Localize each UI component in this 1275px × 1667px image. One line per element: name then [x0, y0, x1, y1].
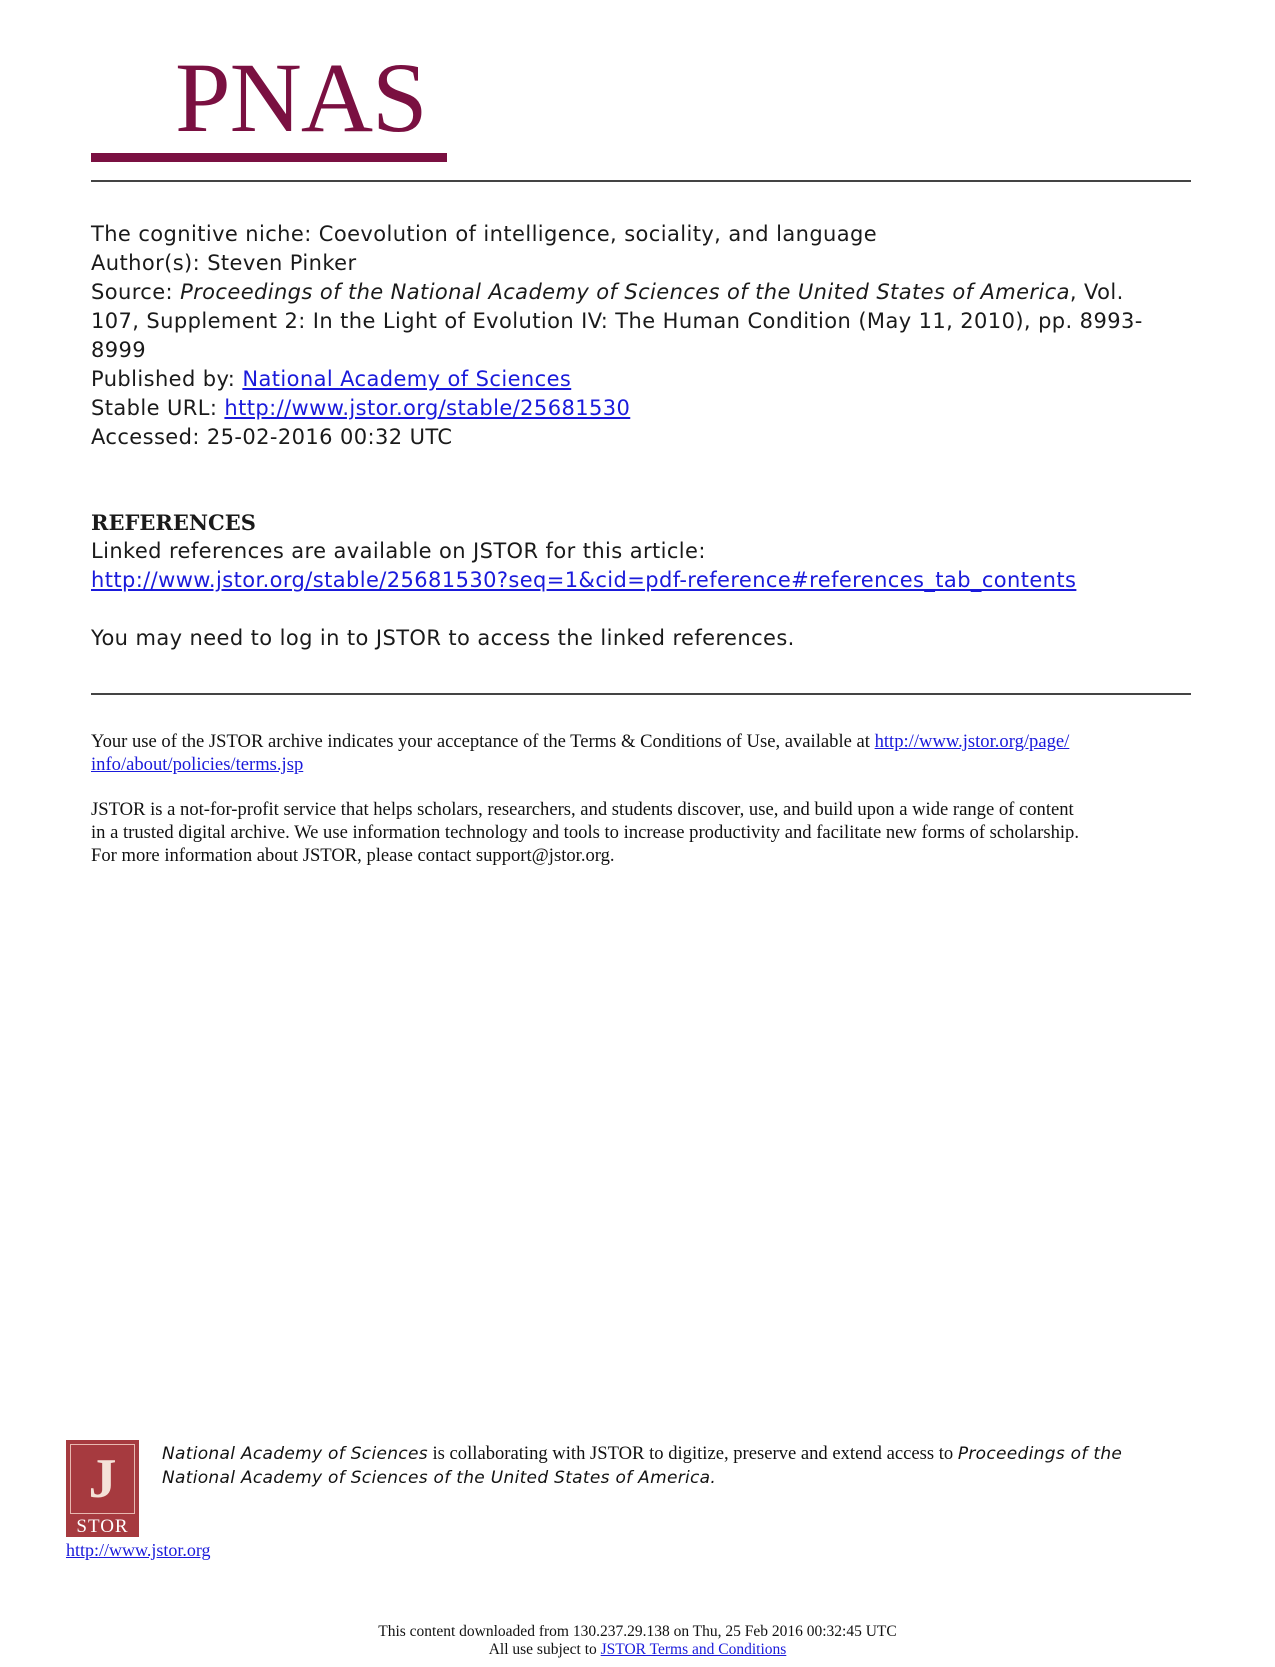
author-line — [91, 249, 1201, 278]
terms-link-part1[interactable]: http://www.jstor.org/page/ — [874, 731, 1070, 752]
download-footer — [0, 1623, 1275, 1659]
references-heading: REFERENCES — [91, 510, 256, 535]
source-line — [91, 278, 1201, 307]
jstor-logo-letter: J — [88, 1448, 117, 1510]
stable-url-line — [91, 394, 1201, 423]
collab-org: National Academy of Sciences — [162, 1444, 428, 1464]
jstor-info-line1: JSTOR is a not-for-profit service that helps scholars, researchers, and students discover, use, and build upon a wide range of content — [91, 799, 1074, 820]
terms-section — [91, 730, 1201, 889]
author-name: Steven Pinker — [207, 251, 357, 275]
publisher-label: Published by: — [91, 367, 243, 391]
jstor-home-link[interactable]: http://www.jstor.org — [66, 1540, 211, 1560]
citation-block — [91, 220, 1201, 452]
collab-journal-b: National Academy of Sciences of the United States of America — [162, 1468, 711, 1488]
collab-mid-text: is collaborating with JSTOR to digitize, preserve and extend access to — [427, 1443, 958, 1464]
references-link[interactable]: http://www.jstor.org/stable/25681530?seq=1&cid=pdf-reference#references_tab_contents — [91, 568, 1077, 592]
jstor-logo-word: STOR — [76, 1516, 129, 1537]
author-label: Author(s): — [91, 251, 208, 275]
login-note: You may need to log in to JSTOR to access the linked references. — [91, 626, 795, 650]
terms-text: Your use of the JSTOR archive indicates your acceptance of the Terms & Conditions of Use, available at — [91, 731, 875, 752]
collab-period: . — [710, 1468, 717, 1488]
stable-url-label: Stable URL: — [91, 396, 225, 420]
footer-terms-line — [0, 1641, 1275, 1659]
footer-terms-text: All use subject to — [488, 1641, 601, 1658]
journal-name: Proceedings of the National Academy of Sciences of the United States of America — [180, 280, 1070, 304]
accessed-line: Accessed: 25-02-2016 00:32 UTC — [91, 425, 453, 449]
source-label: Source: — [91, 280, 181, 304]
article-title: The cognitive niche: Coevolution of intelligence, sociality, and language — [91, 222, 878, 246]
jstor-info-line3: For more information about JSTOR, please contact support@jstor.org. — [91, 845, 615, 866]
source-pages: 8999 — [91, 338, 147, 362]
source-volume: , Vol. — [1069, 280, 1124, 304]
source-details: 107, Supplement 2: In the Light of Evolution IV: The Human Condition (May 11, 2010), pp. 8993- — [91, 309, 1143, 333]
footer-terms-link[interactable]: JSTOR Terms and Conditions — [600, 1641, 787, 1658]
publisher-line — [91, 365, 1201, 394]
publisher-link[interactable]: National Academy of Sciences — [242, 367, 572, 391]
references-intro: Linked references are available on JSTOR for this article: — [91, 539, 706, 563]
stable-url-link[interactable]: http://www.jstor.org/stable/25681530 — [224, 396, 631, 420]
collaboration-text — [162, 1442, 1202, 1490]
jstor-logo-emblem — [70, 1444, 135, 1514]
pnas-logo — [91, 42, 447, 162]
pnas-logo-text: PNAS — [175, 42, 427, 153]
jstor-info-line2: in a trusted digital archive. We use information technology and tools to increase productivity and facilitate new forms of scholarship. — [91, 822, 1080, 843]
terms-link-part2[interactable]: info/about/policies/terms.jsp — [91, 754, 304, 775]
middle-divider — [91, 693, 1191, 695]
collaboration-block — [66, 1440, 1206, 1560]
footer-download-line: This content downloaded from 130.237.29.138 on Thu, 25 Feb 2016 00:32:45 UTC — [378, 1623, 897, 1640]
jstor-logo-icon — [66, 1440, 139, 1537]
references-section — [91, 508, 1201, 653]
pnas-logo-bar — [91, 153, 447, 162]
jstor-info-paragraph — [91, 798, 1201, 867]
top-divider — [91, 180, 1191, 182]
collab-journal-a: Proceedings of the — [957, 1444, 1123, 1464]
terms-paragraph — [91, 730, 1201, 776]
